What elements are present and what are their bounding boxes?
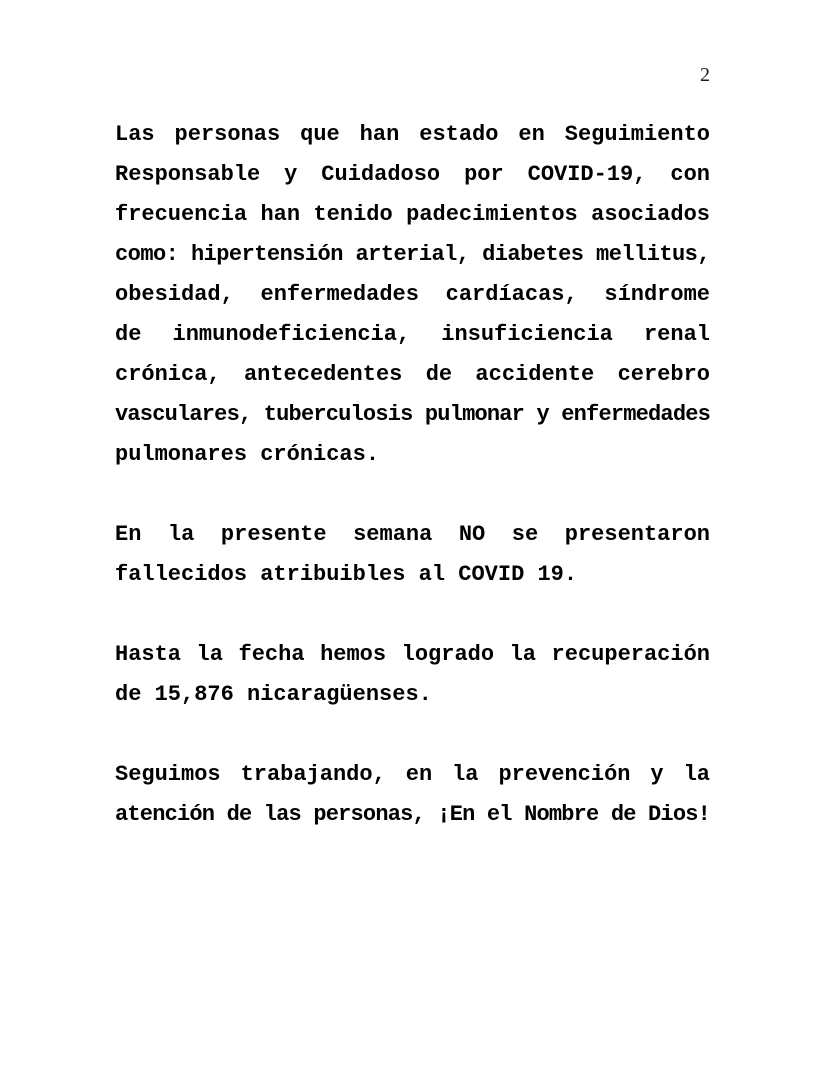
- paragraph: [115, 635, 710, 715]
- paragraph: [115, 515, 710, 595]
- text-line: frecuencia han tenido padecimientos asociados: [115, 202, 710, 227]
- text-line: Hasta la fecha hemos logrado la recuperación: [115, 642, 710, 667]
- text-line: En la presente semana NO se presentaron: [115, 522, 710, 547]
- text-line: como: hipertensión arterial, diabetes mellitus,: [115, 242, 710, 267]
- paragraph: [115, 115, 710, 475]
- text-line: pulmonares crónicas.: [115, 442, 380, 467]
- paragraph: [115, 755, 710, 835]
- page-number: 2: [700, 64, 710, 86]
- text-line: crónica, antecedentes de accidente cerebro: [115, 362, 710, 387]
- text-line: vasculares, tuberculosis pulmonar y enfermedades: [115, 402, 711, 427]
- text-line: atención de las personas, ¡En el Nombre de Dios!: [115, 802, 711, 827]
- text-line: obesidad, enfermedades cardíacas, síndrome: [115, 282, 710, 307]
- text-line: de inmunodeficiencia, insuficiencia renal: [115, 322, 710, 347]
- text-line: Seguimos trabajando, en la prevención y la: [115, 762, 710, 787]
- text-line: Responsable y Cuidadoso por COVID-19, con: [115, 162, 710, 187]
- text-line: fallecidos atribuibles al COVID 19.: [115, 562, 578, 587]
- text-line: Las personas que han estado en Seguimiento: [115, 122, 710, 147]
- document-body: [115, 115, 710, 835]
- text-line: de 15,876 nicaragüenses.: [115, 682, 432, 707]
